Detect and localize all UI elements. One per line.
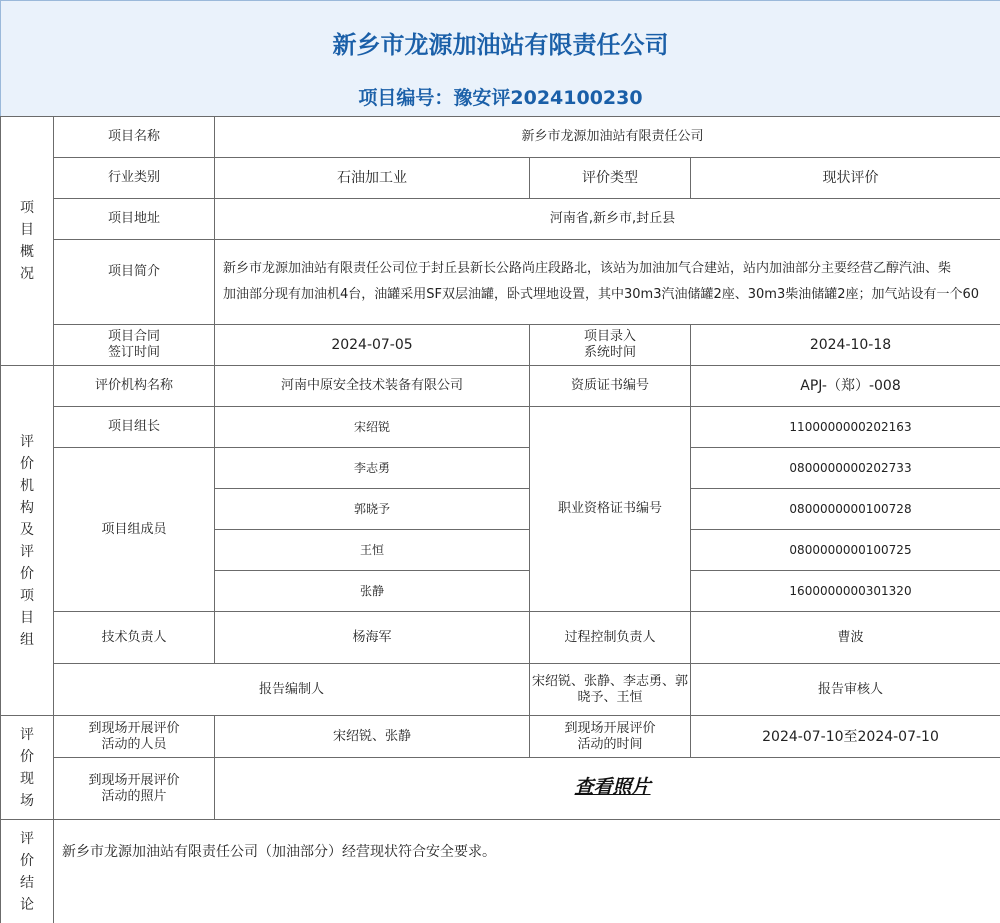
project-number: 项目编号：豫安评2024100230 <box>358 87 643 109</box>
leader-label: 项目组长 <box>54 407 215 448</box>
address-label: 项目地址 <box>54 199 215 240</box>
entry-date-value: 2024-10-18 <box>691 325 1000 366</box>
site-people-label: 到现场开展评价 活动的人员 <box>54 716 215 758</box>
site-photo-label: 到现场开展评价 活动的照片 <box>54 758 215 820</box>
contract-date-value: 2024-07-05 <box>215 325 530 366</box>
entry-date-label: 项目录入 系统时间 <box>530 325 691 366</box>
member-name: 李志勇 <box>215 448 530 489</box>
member-cert: 0800000000100725 <box>691 530 1000 571</box>
leader-name: 宋绍锐 <box>215 407 530 448</box>
section-label-agency: 评价机构及评价项目组 <box>1 366 54 716</box>
site-people-value: 宋绍锐、张静 <box>215 716 530 758</box>
org-value: 河南中原安全技术装备有限公司 <box>215 366 530 407</box>
intro-line-1: 新乡市龙源加油站有限责任公司位于封丘县新长公路尚庄段路北，该站为加油加气合建站，站内加油部分主要经营乙醇汽油、柴 <box>223 261 952 276</box>
table-row <box>1 664 1000 716</box>
site-time-value: 2024-07-10至2024-07-10 <box>691 716 1000 758</box>
member-name: 王恒 <box>215 530 530 571</box>
members-label: 项目组成员 <box>54 448 215 612</box>
process-lead-value: 曹波 <box>691 612 1000 664</box>
evaluation-info-table <box>0 116 1000 923</box>
tech-lead-value: 杨海军 <box>215 612 530 664</box>
table-row <box>1 240 1000 325</box>
section-label-site: 评价现场 <box>1 716 54 820</box>
table-row <box>1 366 1000 407</box>
table-row <box>1 716 1000 758</box>
member-cert: 0800000000100728 <box>691 489 1000 530</box>
table-row <box>1 758 1000 820</box>
page-header <box>0 0 1000 116</box>
org-label: 评价机构名称 <box>54 366 215 407</box>
contract-date-label: 项目合同 签订时间 <box>54 325 215 366</box>
site-photo-cell <box>215 758 1000 820</box>
leader-cert: 1100000000202163 <box>691 407 1000 448</box>
industry-label: 行业类别 <box>54 158 215 199</box>
member-cert: 1600000000301320 <box>691 571 1000 612</box>
table-row <box>1 199 1000 240</box>
compiler-label: 报告编制人 <box>54 664 530 716</box>
tech-lead-label: 技术负责人 <box>54 612 215 664</box>
table-row <box>1 448 1000 489</box>
cert-label: 资质证书编号 <box>530 366 691 407</box>
cert-value: APJ-（郑）-008 <box>691 366 1000 407</box>
view-photos-link[interactable]: 查看照片 <box>574 776 651 798</box>
qual-cert-label: 职业资格证书编号 <box>530 407 691 612</box>
eval-type-value: 现状评价 <box>691 158 1000 199</box>
intro-line-2: 加油部分现有加油机4台，油罐采用SF双层油罐，卧式埋地设置，其中30m3汽油储罐2座、30m3柴油储罐2座；加气站设有一个60 <box>223 287 980 302</box>
project-name-label: 项目名称 <box>54 117 215 158</box>
member-name: 张静 <box>215 571 530 612</box>
reviewer-label: 报告审核人 <box>691 664 1000 716</box>
table-row <box>1 612 1000 664</box>
intro-value <box>215 240 1000 325</box>
table-row <box>1 325 1000 366</box>
member-cert: 0800000000202733 <box>691 448 1000 489</box>
address-value: 河南省,新乡市,封丘县 <box>215 199 1000 240</box>
member-name: 郭晓予 <box>215 489 530 530</box>
project-name-value: 新乡市龙源加油站有限责任公司 <box>215 117 1000 158</box>
site-time-label: 到现场开展评价 活动的时间 <box>530 716 691 758</box>
table-row <box>1 117 1000 158</box>
company-title: 新乡市龙源加油站有限责任公司 <box>332 31 669 59</box>
process-lead-label: 过程控制负责人 <box>530 612 691 664</box>
conclusion-text: 新乡市龙源加油站有限责任公司（加油部分）经营现状符合安全要求。 <box>54 820 1000 923</box>
section-label-overview: 项目概况 <box>1 117 54 366</box>
eval-type-label: 评价类型 <box>530 158 691 199</box>
table-row <box>1 820 1000 923</box>
intro-label: 项目简介 <box>54 240 215 325</box>
table-row <box>1 407 1000 448</box>
section-label-conclusion: 评价结论 <box>1 820 54 923</box>
industry-value: 石油加工业 <box>215 158 530 199</box>
compiler-value: 宋绍锐、张静、李志勇、郭晓予、王恒 <box>530 664 691 716</box>
table-row <box>1 158 1000 199</box>
